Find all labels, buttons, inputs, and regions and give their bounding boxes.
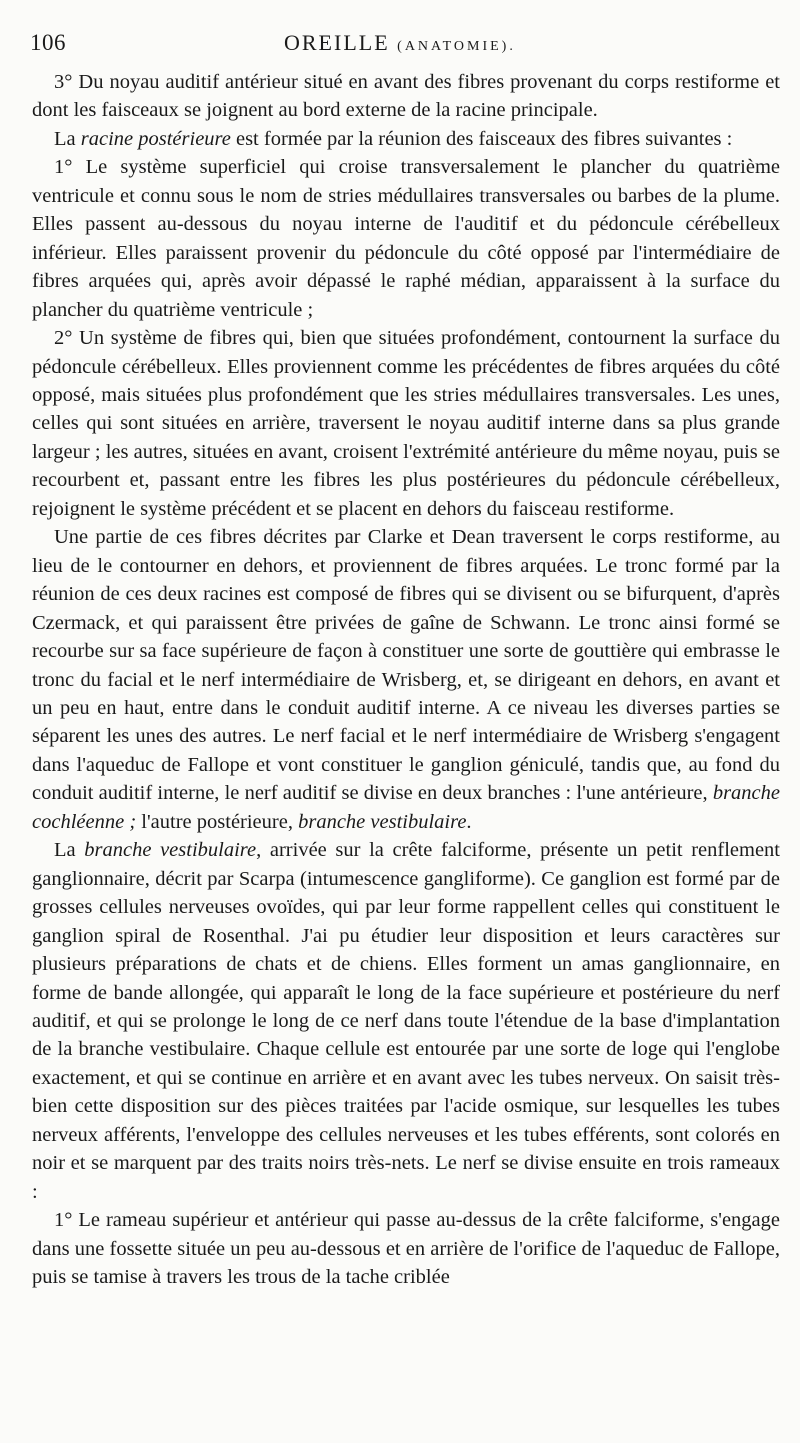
running-title-main: OREILLE — [284, 30, 390, 55]
paragraph-7 — [32, 1206, 780, 1291]
page-number: 106 — [30, 30, 66, 55]
text-run: 1° Le rameau supérieur et antérieur qui passe au-dessus de la crête falciforme, s'engage dans une fossette située un peu au-dessous et en arrière de l'orifice de l'aqueduc de Fallope, puis se tamise à travers les trous de la tache criblée — [32, 1209, 780, 1289]
running-head — [30, 30, 780, 60]
paragraph-2 — [32, 125, 780, 153]
text-run: , arrivée sur la crête falciforme, présente un petit renflement ganglionnaire, décrit par Scarpa (intumescence gangliforme). Ce ganglion est formé par de grosses cellules nerveuses ovoïdes, qui par leur forme rappellent celles qui constituent le ganglion spiral de Rosenthal. J'ai pu étudier leur disposition et leurs caractères sur plusieurs préparations de chats et de chiens. Elles forment un amas ganglionnaire, en forme de bande allongée, qui apparaît le long de la face supérieure et postérieure du nerf auditif, et qui se prolonge le long de ce nerf dans toute l'étendue de la base d'implantation de la branche vestibulaire. Chaque cellule est entourée par une sorte de loge qui l'englobe exactement, et qui se continue en arrière et en avant avec les tubes nerveux. On saisit très-bien cette disposition sur des pièces traitées par l'acide osmique, sur lesquelles les tubes nerveux afférents, l'enveloppe des cellules nerveuses et les tubes efférents, sont colorés en noir et se marquent par des traits noirs très-nets. Le nerf se divise ensuite en trois rameaux : — [32, 839, 781, 1203]
text-run: l'autre postérieure, — [136, 810, 299, 833]
italic-term: racine postérieure — [80, 127, 231, 150]
text-run: est formée par la réunion des faisceaux des fibres suivantes : — [230, 127, 733, 150]
text-run: 2° Un système de fibres qui, bien que situées profondément, contournent la surface du pédoncule cérébelleux. Elles proviennent comme les précédentes de fibres arquées du côté opposé, mais situées plus profondément que les stries médullaires transversales. Les unes, celles qui sont situées en arrière, traversent le noyau auditif interne dans sa plus grande largeur ; les autres, situées en avant, croisent l'extrémité antérieure du même noyau, puis se recourbent et, passant entre les fibres les plus postérieures du pédoncule cérébelleux, rejoignent le système précédent et se placent en dehors du faisceau restiforme. — [32, 327, 780, 520]
text-run: 1° Le système superficiel qui croise transversalement le plancher du quatrième ventricule et connu sous le nom de stries médullaires transversales ou barbes de la plume. Elles passent au-dessous du noyau interne de l'auditif et du pédoncule cérébelleux inférieur. Elles paraissent provenir du pédoncule du côté opposé par l'intermédiaire de fibres arquées qui, après avoir dépassé le raphé médian, apparaissent à la surface du plancher du quatrième ventricule ; — [32, 156, 780, 321]
paragraph-4 — [32, 324, 780, 523]
paragraph-5 — [32, 523, 780, 836]
text-run: Une partie de ces fibres décrites par Clarke et Dean traversent le corps restiforme, au lieu de le contourner en dehors, et proviennent de fibres arquées. Le tronc formé par la réunion de ces deux racines est composé de fibres qui se divisent ou se bifurquent, d'après Czermack, et qui paraissent être privées de gaîne de Schwann. Le tronc ainsi formé se recourbe sur sa face supérieure de façon à constituer une sorte de gouttière qui embrasse le tronc du facial et le nerf intermédiaire de Wrisberg, et, se dirigeant en dehors, en avant et un peu en haut, entre dans le conduit auditif interne. A ce niveau les diverses parties se séparent les unes des autres. Le nerf facial et le nerf intermédiaire de Wrisberg s'engagent dans l'aqueduc de Fallope et vont constituer le ganglion géniculé, tandis que, au fond du conduit auditif interne, le nerf auditif se divise en deux branches : l'une antérieure, — [32, 526, 780, 805]
text-run: La — [54, 839, 85, 862]
running-title-subtitle: (ANATOMIE). — [397, 39, 516, 54]
italic-term: branche vestibulaire — [298, 810, 467, 833]
text-run: 3° Du noyau auditif antérieur situé en avant des fibres provenant du corps restiforme et dont les faisceaux se joignent au bord externe de la racine principale. — [32, 71, 780, 122]
italic-term: branche cochléenne ; — [32, 782, 780, 833]
italic-term: branche vestibulaire — [84, 839, 257, 862]
paragraph-6 — [32, 836, 780, 1206]
paragraph-1 — [32, 68, 780, 125]
text-run: La — [54, 127, 81, 150]
running-title — [284, 30, 516, 56]
text-run: . — [466, 810, 472, 833]
paragraph-3 — [32, 153, 780, 324]
text-body — [32, 68, 780, 1291]
